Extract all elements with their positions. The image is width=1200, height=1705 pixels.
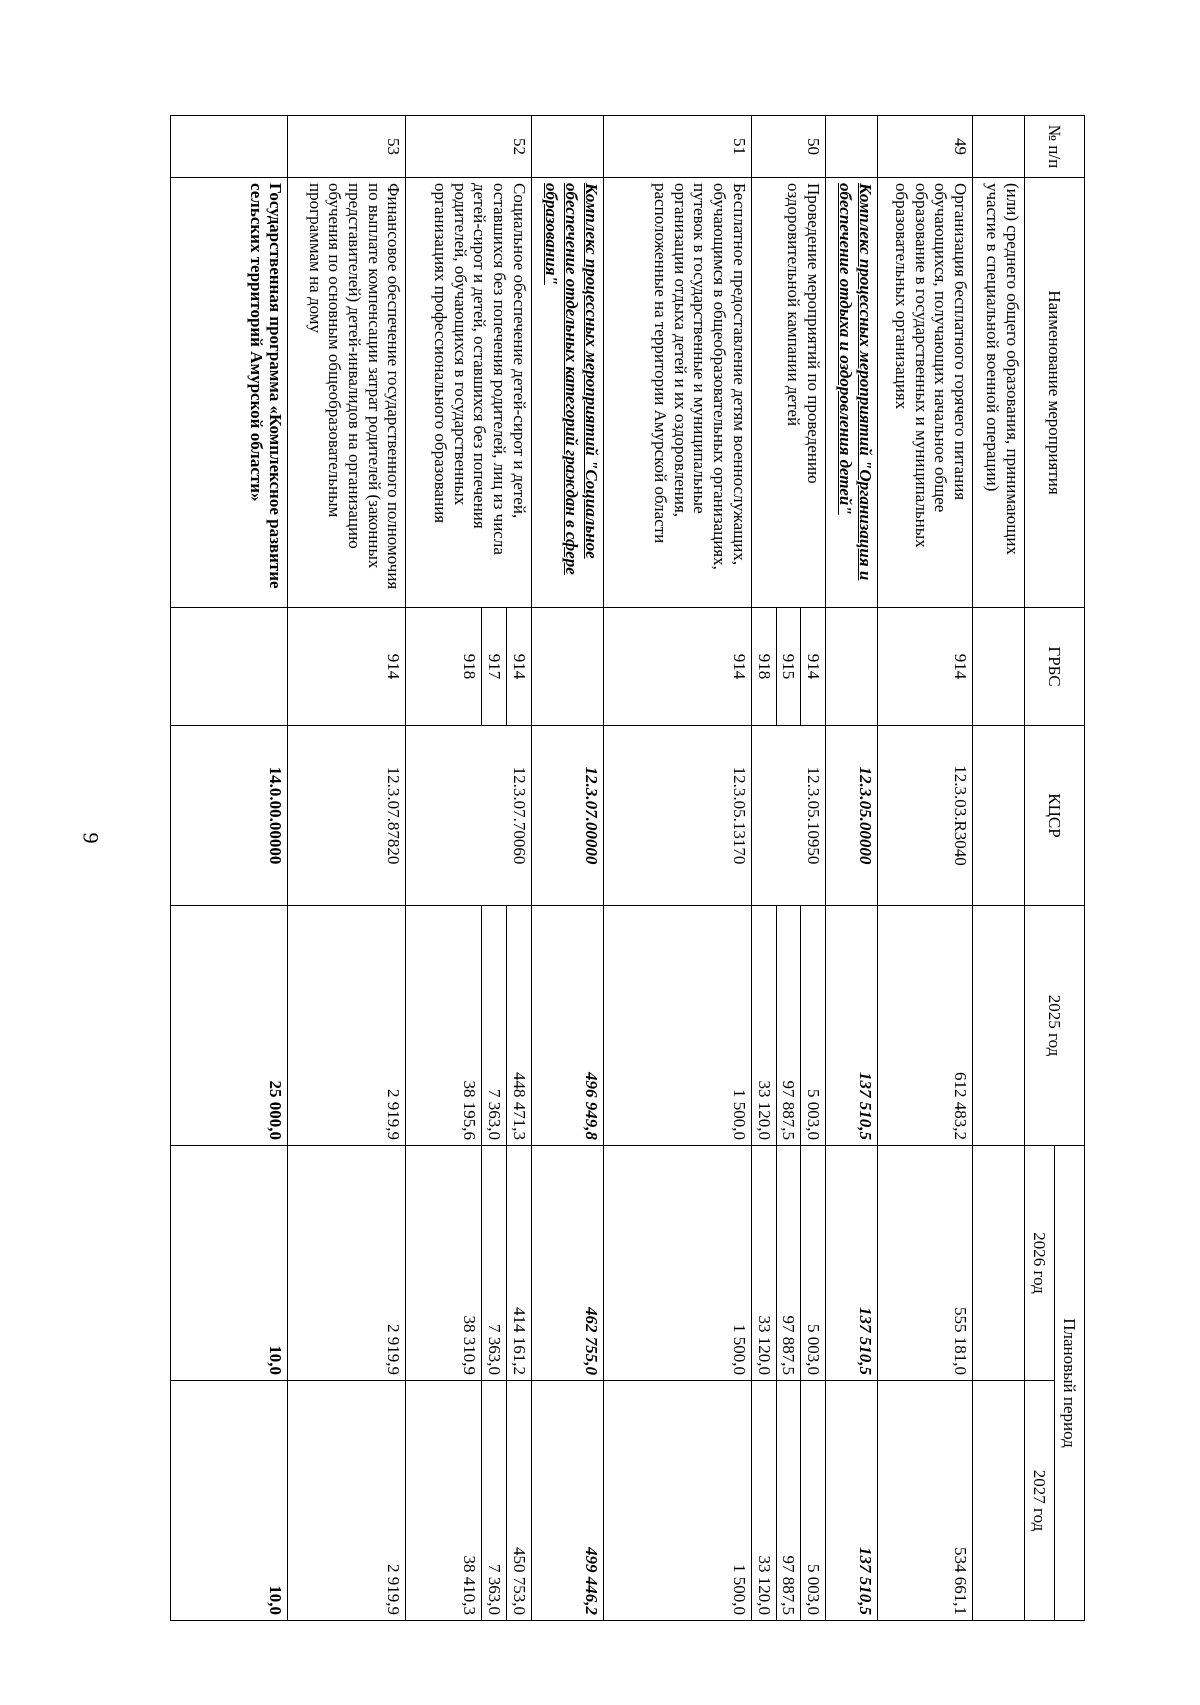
cell-grbs: 914 <box>801 608 826 726</box>
cell-kcsr: 12.3.07.00000 <box>531 726 603 906</box>
cell-2027: 7 363,0 <box>482 1381 507 1621</box>
cell-2027: 38 410,3 <box>406 1381 482 1621</box>
table-row <box>288 116 406 1621</box>
cell-2027: 450 753,0 <box>507 1381 532 1621</box>
cell-2027: 137 510,5 <box>826 1381 878 1621</box>
header-plan-period: Плановый период <box>1055 1146 1085 1621</box>
cell-name: (или) среднего общего образования, принимающих участие в специальной военной операции) <box>973 178 1025 608</box>
rotated-budget-table-wrapper <box>170 115 1085 1620</box>
cell-grbs: 914 <box>878 608 973 726</box>
cell-2025: 496 949,8 <box>531 906 603 1146</box>
cell-grbs <box>531 608 603 726</box>
cell-num <box>973 116 1025 178</box>
cell-kcsr: 12.3.07.87820 <box>288 726 406 906</box>
cell-2026 <box>973 1146 1025 1381</box>
cell-2026: 414 161,2 <box>507 1146 532 1381</box>
cell-kcsr: 12.3.03.R3040 <box>878 726 973 906</box>
cell-kcsr: 12.3.05.13170 <box>603 726 751 906</box>
table-row <box>878 116 973 1621</box>
cell-kcsr: 12.3.05.00000 <box>826 726 878 906</box>
cell-2027: 2 919,9 <box>288 1381 406 1621</box>
cell-2025: 1 500,0 <box>603 906 751 1146</box>
cell-2027: 97 887,5 <box>776 1381 801 1621</box>
cell-2026: 97 887,5 <box>776 1146 801 1381</box>
cell-2026: 555 181,0 <box>878 1146 973 1381</box>
table-row <box>171 116 288 1621</box>
cell-2025: 25 000,0 <box>171 906 288 1146</box>
cell-grbs: 914 <box>507 608 532 726</box>
cell-name: Социальное обеспечение детей-сирот и детей, оставшихся без попечения родителей, лиц из числа детей-сирот и детей, оставшихся без попечения родителей, обучающихся в государственных организациях профессионального образования <box>406 178 531 608</box>
cell-num <box>826 116 878 178</box>
table-row <box>973 116 1025 1621</box>
cell-2025: 137 510,5 <box>826 906 878 1146</box>
cell-2026: 33 120,0 <box>751 1146 776 1381</box>
cell-num: 49 <box>878 116 973 178</box>
cell-grbs: 918 <box>751 608 776 726</box>
cell-kcsr: 12.3.05.10950 <box>751 726 825 906</box>
table-row <box>507 116 532 1621</box>
cell-2025: 448 471,3 <box>507 906 532 1146</box>
header-num: № п/п <box>1025 116 1085 178</box>
header-grbs: ГРБС <box>1025 608 1085 726</box>
cell-grbs: 915 <box>776 608 801 726</box>
cell-2026: 7 363,0 <box>482 1146 507 1381</box>
header-2026: 2026 год <box>1025 1146 1055 1381</box>
cell-name: Финансовое обеспечение государственного полномочия по выплате компенсации затрат родителей (законных представителей) детей-инвалидов на организацию обучения по основным общеобразовательным программам на дому <box>288 178 406 608</box>
table-row <box>531 116 603 1621</box>
cell-kcsr <box>973 726 1025 906</box>
cell-grbs: 914 <box>288 608 406 726</box>
cell-num: 50 <box>751 116 825 178</box>
header-kcsr: КЦСР <box>1025 726 1085 906</box>
cell-name: Государственная программа «Комплексное развитие сельских территорий Амурской области» <box>171 178 288 608</box>
cell-grbs <box>973 608 1025 726</box>
cell-2025: 5 003,0 <box>801 906 826 1146</box>
cell-2025 <box>973 906 1025 1146</box>
header-2027: 2027 год <box>1025 1381 1055 1621</box>
table-row <box>801 116 826 1621</box>
cell-num: 53 <box>288 116 406 178</box>
cell-2027: 1 500,0 <box>603 1381 751 1621</box>
table-row <box>603 116 751 1621</box>
cell-num: 51 <box>603 116 751 178</box>
cell-name: Комплекс процессных мероприятий "Социальное обеспечение отдельных категорий граждан в сфере образования" <box>531 178 603 608</box>
cell-2027 <box>973 1381 1025 1621</box>
cell-2027: 499 446,2 <box>531 1381 603 1621</box>
cell-num <box>171 116 288 178</box>
cell-2026: 38 310,9 <box>406 1146 482 1381</box>
table-row <box>826 116 878 1621</box>
cell-2025: 97 887,5 <box>776 906 801 1146</box>
cell-grbs: 917 <box>482 608 507 726</box>
cell-2027: 534 661,1 <box>878 1381 973 1621</box>
cell-2026: 1 500,0 <box>603 1146 751 1381</box>
cell-name: Комплекс процессных мероприятий "Организация и обеспечение отдыха и оздоровления детей" <box>826 178 878 608</box>
cell-grbs: 918 <box>406 608 482 726</box>
cell-num: 52 <box>406 116 531 178</box>
cell-2027: 5 003,0 <box>801 1381 826 1621</box>
cell-num <box>531 116 603 178</box>
cell-2025: 7 363,0 <box>482 906 507 1146</box>
cell-2026: 137 510,5 <box>826 1146 878 1381</box>
cell-2026: 5 003,0 <box>801 1146 826 1381</box>
cell-kcsr: 12.3.07.70060 <box>406 726 531 906</box>
header-name: Наименование мероприятия <box>1025 178 1085 608</box>
cell-2025: 2 919,9 <box>288 906 406 1146</box>
header-2025: 2025 год <box>1025 906 1085 1146</box>
cell-2027: 33 120,0 <box>751 1381 776 1621</box>
cell-2025: 33 120,0 <box>751 906 776 1146</box>
cell-2027: 10,0 <box>171 1381 288 1621</box>
cell-kcsr: 14.0.00.00000 <box>171 726 288 906</box>
cell-grbs: 914 <box>603 608 751 726</box>
budget-table <box>170 115 1085 1621</box>
cell-name: Бесплатное предоставление детям военнослужащих, обучающимся в общеобразовательных организациях, путевок в государственные и муниципальные организации отдыха детей и их оздоровления, расположенные на территории Амурской области <box>603 178 751 608</box>
page-number: 9 <box>78 832 104 844</box>
cell-name: Организация бесплатного горячего питания обучающихся, получающих начальное общее образование в государственных и муниципальных образовательных организациях <box>878 178 973 608</box>
cell-2025: 612 483,2 <box>878 906 973 1146</box>
cell-name: Проведение мероприятий по проведению оздоровительной кампании детей <box>751 178 825 608</box>
cell-2025: 38 195,6 <box>406 906 482 1146</box>
cell-2026: 462 755,0 <box>531 1146 603 1381</box>
cell-grbs <box>171 608 288 726</box>
cell-2026: 10,0 <box>171 1146 288 1381</box>
cell-grbs <box>826 608 878 726</box>
cell-2026: 2 919,9 <box>288 1146 406 1381</box>
